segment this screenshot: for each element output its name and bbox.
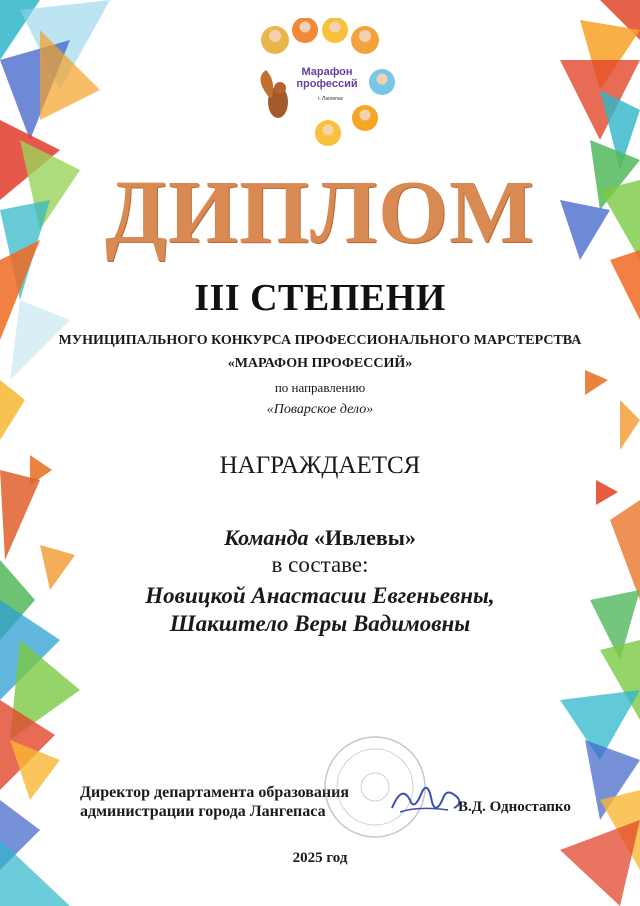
logo-city: г. Лангепас	[318, 96, 344, 102]
direction-name: «Поварское дело»	[266, 402, 374, 417]
handwritten-signature	[388, 778, 468, 822]
diploma-year: 2025 год	[292, 850, 348, 866]
signatory-name: В.Д. Одностапко	[458, 799, 571, 815]
diploma-degree: III СТЕПЕНИ	[194, 277, 446, 319]
logo-title	[292, 66, 362, 90]
team-label: Команда	[224, 525, 309, 550]
team-line	[0, 525, 640, 551]
signatory-position-line1: Директор департамента образования	[80, 784, 349, 801]
diploma-title: ДИПЛОМ	[105, 163, 535, 262]
signatory-position	[80, 783, 349, 821]
team-member-2: Шакштело Веры Вадимовны	[169, 611, 471, 636]
direction-label: по направлению	[274, 380, 366, 395]
team-member-1: Новицкой Анастасии Евгеньевны,	[145, 583, 495, 608]
team-name: «Ивлевы»	[314, 525, 416, 550]
composition-label: в составе:	[271, 552, 369, 577]
logo-title-line1: Марафон	[301, 66, 353, 78]
contest-name: «МАРАФОН ПРОФЕССИЙ»	[227, 356, 413, 371]
awarded-heading: НАГРАЖДАЕТСЯ	[219, 452, 421, 479]
signatory-position-line2: администрации города Лангепаса	[80, 803, 326, 820]
contest-line: МУНИЦИПАЛЬНОГО КОНКУРСА ПРОФЕССИОНАЛЬНОГО МАРСТЕРСТВА	[58, 333, 582, 348]
logo-title-line2: профессий	[296, 78, 358, 90]
